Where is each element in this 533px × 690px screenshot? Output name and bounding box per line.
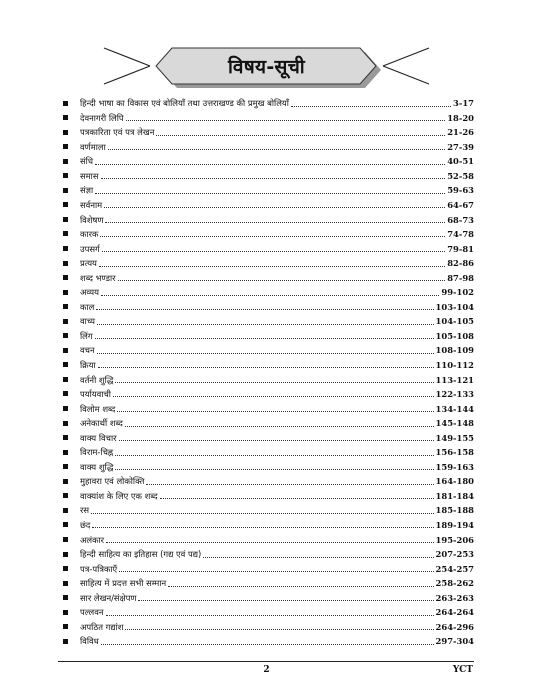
square-bullet-icon (63, 435, 68, 440)
toc-entry-pages: 110-112 (435, 359, 474, 370)
toc-entry-pages: 207-253 (435, 549, 474, 560)
page-title: विषय-सूची (227, 56, 305, 78)
toc-row (60, 546, 474, 561)
square-bullet-icon (63, 464, 68, 469)
toc-entry-pages: 18-20 (447, 112, 474, 123)
toc-entry-title: क्रिया (80, 359, 96, 370)
square-bullet-icon (63, 450, 68, 455)
square-bullet-icon (63, 188, 68, 193)
toc-entry-title: पत्रकारिता एवं पत्र लेखन (80, 127, 155, 138)
toc-entry-pages: 258-262 (435, 578, 474, 589)
square-bullet-icon (63, 275, 68, 280)
brand-label: YCT (452, 665, 473, 675)
dot-leader (119, 440, 434, 441)
toc-entry-pages: 297-304 (435, 636, 474, 647)
toc-entry-pages: 99-102 (441, 287, 474, 298)
toc-row (60, 168, 474, 183)
dot-leader (115, 455, 433, 456)
square-bullet-icon (63, 581, 68, 586)
dot-leader (106, 542, 433, 543)
square-bullet-icon (63, 362, 68, 367)
toc-entry-title: पत्र-पत्रिकाएँ (80, 563, 118, 574)
toc-row (60, 575, 474, 590)
square-bullet-icon (63, 610, 68, 615)
toc-entry-title: हिन्दी भाषा का विकास एवं बोलियाँ तथा उत्तराखण्ड की प्रमुख बोलियाँ (80, 98, 289, 109)
toc-entry-pages: 122-133 (435, 389, 474, 400)
toc-entry-pages: 82-86 (447, 258, 474, 269)
toc-row (60, 328, 474, 343)
toc-entry-title: पर्यायवाची (80, 389, 111, 400)
toc-entry-pages: 3-17 (453, 98, 474, 109)
toc-row (60, 182, 474, 197)
square-bullet-icon (63, 333, 68, 338)
dot-leader (101, 295, 439, 296)
toc-row (60, 284, 474, 299)
dot-leader (106, 615, 434, 616)
square-bullet-icon (63, 595, 68, 600)
square-bullet-icon (63, 508, 68, 513)
toc-row (60, 299, 474, 314)
toc-entry-title: सार लेखन/संक्षेपण (80, 592, 137, 603)
dot-leader (146, 484, 433, 485)
square-bullet-icon (63, 101, 68, 106)
square-bullet-icon (63, 159, 68, 164)
dot-leader (168, 586, 433, 587)
toc-entry-title: वचन (80, 345, 95, 356)
dot-leader (100, 236, 445, 237)
toc-row (60, 342, 474, 357)
dot-leader (108, 149, 445, 150)
toc-entry-title: विशेषण (80, 214, 104, 225)
toc-row (60, 590, 474, 605)
toc-row (60, 444, 474, 459)
toc-entry-pages: 254-257 (435, 563, 474, 574)
toc-entry-pages: 64-67 (447, 199, 474, 210)
square-bullet-icon (63, 115, 68, 120)
toc-entry-pages: 164-180 (435, 476, 474, 487)
square-bullet-icon (63, 173, 68, 178)
square-bullet-icon (63, 290, 68, 295)
dot-leader (97, 353, 434, 354)
toc-entry-title: उपसर्ग (80, 243, 100, 254)
toc-entry-title: विविध (80, 636, 99, 647)
toc-entry-pages: 21-26 (447, 127, 474, 138)
square-bullet-icon (63, 202, 68, 207)
dot-leader (101, 644, 434, 645)
toc-entry-title: कारक (80, 229, 99, 240)
square-bullet-icon (63, 261, 68, 266)
toc-entry-pages: 79-81 (447, 243, 474, 254)
toc-entry-pages: 264-296 (435, 621, 474, 632)
toc-entry-title: शब्द भण्डार (80, 272, 116, 283)
dot-leader (156, 135, 445, 136)
toc-entry-pages: 52-58 (447, 170, 474, 181)
square-bullet-icon (63, 144, 68, 149)
toc-entry-pages: 264-264 (435, 607, 474, 618)
toc-entry-pages: 74-78 (447, 229, 474, 240)
toc-entry-pages: 185-188 (435, 505, 474, 516)
toc-row (60, 226, 474, 241)
toc-entry-pages: 149-155 (435, 432, 474, 443)
dot-leader (102, 251, 445, 252)
toc-row (60, 110, 474, 125)
toc-row (60, 197, 474, 212)
square-bullet-icon (63, 391, 68, 396)
square-bullet-icon (63, 406, 68, 411)
toc-entry-title: मुहावरा एवं लोकोक्ति (80, 476, 145, 487)
toc-row (60, 400, 474, 415)
square-bullet-icon (63, 493, 68, 498)
toc-entry-pages: 156-158 (435, 447, 474, 458)
dot-leader (138, 600, 433, 601)
toc-entry-pages: 145-148 (435, 418, 474, 429)
toc-entry-title: सर्वनाम (80, 199, 103, 210)
toc-row (60, 313, 474, 328)
square-bullet-icon (63, 566, 68, 571)
toc-row (60, 488, 474, 503)
square-bullet-icon (63, 130, 68, 135)
dot-leader (96, 309, 433, 310)
toc-row (60, 531, 474, 546)
dot-leader (291, 106, 451, 107)
toc-entry-title: वर्तनी शुद्धि (80, 374, 114, 385)
square-bullet-icon (63, 377, 68, 382)
square-bullet-icon (63, 348, 68, 353)
toc-entry-title: पल्लवन (80, 607, 104, 618)
dot-leader (125, 629, 433, 630)
dot-leader (115, 382, 433, 383)
toc-row (60, 619, 474, 634)
dot-leader (105, 222, 445, 223)
toc-row (60, 371, 474, 386)
toc-entry-pages: 40-51 (447, 156, 474, 167)
square-bullet-icon (63, 624, 68, 629)
title-banner (100, 44, 433, 88)
dot-leader (95, 193, 445, 194)
dot-leader (117, 411, 433, 412)
toc-entry-title: रस (80, 505, 90, 516)
toc-row (60, 240, 474, 255)
dot-leader (118, 280, 446, 281)
toc-row (60, 270, 474, 285)
toc-entry-pages: 195-206 (435, 534, 474, 545)
toc-entry-title: वाक्यांश के लिए एक शब्द (80, 490, 158, 501)
toc-row (60, 517, 474, 532)
toc-entry-title: संधि (80, 156, 93, 167)
page-number: 2 (263, 665, 270, 675)
dot-leader (92, 527, 433, 528)
toc-entry-title: समास (80, 170, 99, 181)
toc-entry-title: वाक्य शुद्धि (80, 461, 114, 472)
toc-entry-title: छंद (80, 520, 91, 530)
toc-row (60, 357, 474, 372)
square-bullet-icon (63, 246, 68, 251)
square-bullet-icon (63, 319, 68, 324)
toc-entry-pages: 113-121 (435, 374, 474, 385)
dot-leader (99, 266, 445, 267)
toc-entry-pages: 103-104 (435, 301, 474, 312)
dot-leader (95, 338, 434, 339)
toc-entry-pages: 189-194 (435, 520, 474, 530)
toc-entry-pages: 108-109 (435, 345, 474, 356)
dot-leader (97, 324, 434, 325)
toc-entry-title: देवनागरी लिपि (80, 112, 124, 123)
dot-leader (125, 426, 434, 427)
square-bullet-icon (63, 217, 68, 222)
square-bullet-icon (63, 537, 68, 542)
toc-row (60, 473, 474, 488)
dot-leader (98, 367, 434, 368)
toc-entry-pages: 104-105 (435, 316, 474, 327)
toc-entry-pages: 87-98 (447, 272, 474, 283)
toc-row (60, 139, 474, 154)
square-bullet-icon (63, 304, 68, 309)
dot-leader (113, 396, 434, 397)
toc-row (60, 153, 474, 168)
dot-leader (160, 498, 434, 499)
toc-entry-title: वाच्य (80, 316, 95, 327)
toc-entry-pages: 181-184 (435, 490, 474, 501)
dot-leader (95, 164, 445, 165)
toc-row (60, 255, 474, 270)
dot-leader (126, 120, 446, 121)
toc-row (60, 561, 474, 576)
toc-row (60, 502, 474, 517)
toc-row (60, 430, 474, 445)
toc-entry-pages: 134-144 (435, 403, 474, 414)
toc-entry-title: प्रत्यय (80, 258, 97, 269)
toc-entry-title: अव्यय (80, 287, 99, 298)
dot-leader (101, 178, 446, 179)
toc-entry-title: अपठित गद्यांश (80, 621, 124, 632)
toc-row (60, 633, 474, 648)
toc-entry-title: संज्ञा (80, 185, 94, 196)
toc-entry-pages: 59-63 (447, 185, 474, 196)
square-bullet-icon (63, 552, 68, 557)
toc-entry-pages: 68-73 (447, 214, 474, 225)
toc-entry-title: अनेकार्थी शब्द (80, 418, 123, 429)
toc-entry-title: वाक्य विचार (80, 432, 117, 443)
toc-row (60, 386, 474, 401)
toc-row (60, 95, 474, 110)
toc-entry-pages: 263-263 (435, 592, 474, 603)
toc-row (60, 415, 474, 430)
toc-entry-pages: 27-39 (447, 141, 474, 152)
toc-row (60, 604, 474, 619)
dot-leader (115, 469, 433, 470)
table-of-contents (60, 95, 474, 648)
toc-entry-title: साहित्य में प्रदत्त सभी सम्मान (80, 578, 167, 589)
dot-leader (91, 513, 433, 514)
square-bullet-icon (63, 231, 68, 236)
square-bullet-icon (63, 522, 68, 527)
toc-row (60, 459, 474, 474)
dot-leader (104, 207, 445, 208)
dot-leader (119, 571, 433, 572)
footer-divider (58, 661, 474, 662)
toc-entry-title: विलोम शब्द (80, 403, 116, 414)
toc-entry-title: काल (80, 301, 95, 312)
toc-entry-title: लिंग (80, 330, 93, 341)
toc-row (60, 211, 474, 226)
toc-entry-pages: 105-108 (435, 330, 474, 341)
dot-leader (203, 557, 433, 558)
toc-entry-title: अलंकार (80, 534, 105, 545)
square-bullet-icon (63, 479, 68, 484)
square-bullet-icon (63, 421, 68, 426)
toc-row (60, 124, 474, 139)
toc-entry-title: वर्णमाला (80, 141, 106, 152)
toc-entry-title: विराम-चिह्न (80, 447, 114, 458)
toc-entry-pages: 159-163 (435, 461, 474, 472)
square-bullet-icon (63, 639, 68, 644)
toc-entry-title: हिन्दी साहित्य का इतिहास (गद्य एवं पद्य) (80, 549, 202, 560)
